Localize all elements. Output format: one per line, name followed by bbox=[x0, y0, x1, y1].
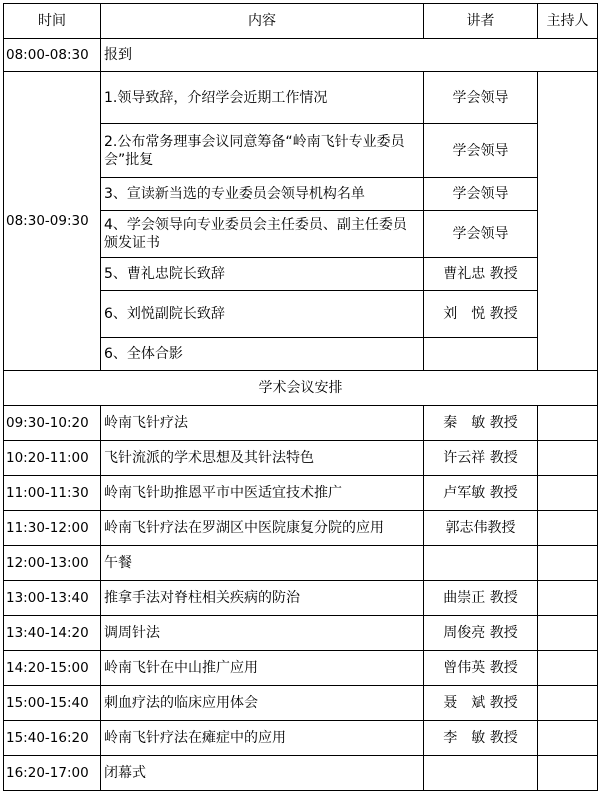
table-row bbox=[4, 721, 598, 756]
time-cell: 08:30-09:30 bbox=[4, 72, 101, 371]
header-time: 时间 bbox=[4, 4, 101, 39]
table-row bbox=[4, 616, 598, 651]
content-cell: 6、刘悦副院长致辞 bbox=[101, 291, 424, 338]
speaker-cell: 许云祥 教授 bbox=[424, 441, 538, 476]
table-row bbox=[4, 686, 598, 721]
speaker-cell bbox=[424, 546, 538, 581]
content-cell: 报到 bbox=[101, 39, 598, 72]
host-cell bbox=[538, 756, 598, 791]
content-cell: 飞针流派的学术思想及其针法特色 bbox=[101, 441, 424, 476]
speaker-cell: 秦 敏 教授 bbox=[424, 406, 538, 441]
speaker-cell: 聂 斌 教授 bbox=[424, 686, 538, 721]
time-cell: 08:00-08:30 bbox=[4, 39, 101, 72]
speaker-cell: 周俊亮 教授 bbox=[424, 616, 538, 651]
time-cell: 11:00-11:30 bbox=[4, 476, 101, 511]
content-cell: 岭南飞针疗法 bbox=[101, 406, 424, 441]
content-cell: 午餐 bbox=[101, 546, 424, 581]
speaker-cell: 曲崇正 教授 bbox=[424, 581, 538, 616]
host-cell bbox=[538, 686, 598, 721]
time-cell: 13:40-14:20 bbox=[4, 616, 101, 651]
content-cell: 1.领导致辞，介绍学会近期工作情况 bbox=[101, 72, 424, 124]
content-cell: 刺血疗法的临床应用体会 bbox=[101, 686, 424, 721]
speaker-cell bbox=[424, 338, 538, 371]
table-row bbox=[4, 441, 598, 476]
content-cell: 5、曹礼忠院长致辞 bbox=[101, 258, 424, 291]
section-row bbox=[4, 371, 598, 406]
header-speaker: 讲者 bbox=[424, 4, 538, 39]
table-row bbox=[4, 546, 598, 581]
table-row bbox=[4, 476, 598, 511]
content-cell: 2.公布常务理事会议同意筹备“岭南飞针专业委员会”批复 bbox=[101, 124, 424, 178]
host-cell bbox=[538, 72, 598, 371]
speaker-cell: 曾伟英 教授 bbox=[424, 651, 538, 686]
host-cell bbox=[538, 546, 598, 581]
speaker-cell: 曹礼忠 教授 bbox=[424, 258, 538, 291]
speaker-cell: 学会领导 bbox=[424, 178, 538, 211]
host-cell bbox=[538, 511, 598, 546]
table-row bbox=[4, 72, 598, 124]
content-cell: 闭幕式 bbox=[101, 756, 424, 791]
table-row bbox=[4, 581, 598, 616]
time-cell: 12:00-13:00 bbox=[4, 546, 101, 581]
speaker-cell: 李 敏 教授 bbox=[424, 721, 538, 756]
section-title: 学术会议安排 bbox=[4, 371, 598, 406]
sessions-body bbox=[4, 406, 598, 791]
host-cell bbox=[538, 616, 598, 651]
table-row bbox=[4, 39, 598, 72]
time-cell: 15:40-16:20 bbox=[4, 721, 101, 756]
table-row bbox=[4, 651, 598, 686]
content-cell: 岭南飞针在中山推广应用 bbox=[101, 651, 424, 686]
content-cell: 6、全体合影 bbox=[101, 338, 424, 371]
host-cell bbox=[538, 651, 598, 686]
time-cell: 16:20-17:00 bbox=[4, 756, 101, 791]
host-cell bbox=[538, 441, 598, 476]
speaker-cell: 学会领导 bbox=[424, 124, 538, 178]
content-cell: 调周针法 bbox=[101, 616, 424, 651]
speaker-cell: 郭志伟教授 bbox=[424, 511, 538, 546]
content-cell: 岭南飞针疗法在罗湖区中医院康复分院的应用 bbox=[101, 511, 424, 546]
table-row bbox=[4, 406, 598, 441]
host-cell bbox=[538, 721, 598, 756]
schedule-table bbox=[3, 3, 598, 791]
content-cell: 4、学会领导向专业委员会主任委员、副主任委员颁发证书 bbox=[101, 211, 424, 258]
table-row bbox=[4, 511, 598, 546]
table-row bbox=[4, 756, 598, 791]
content-cell: 岭南飞针助推恩平市中医适宜技术推广 bbox=[101, 476, 424, 511]
speaker-cell: 学会领导 bbox=[424, 211, 538, 258]
time-cell: 15:00-15:40 bbox=[4, 686, 101, 721]
host-cell bbox=[538, 406, 598, 441]
speaker-cell: 刘 悦 教授 bbox=[424, 291, 538, 338]
content-cell: 3、宣读新当选的专业委员会领导机构名单 bbox=[101, 178, 424, 211]
host-cell bbox=[538, 476, 598, 511]
time-cell: 14:20-15:00 bbox=[4, 651, 101, 686]
content-cell: 推拿手法对脊柱相关疾病的防治 bbox=[101, 581, 424, 616]
speaker-cell bbox=[424, 756, 538, 791]
header-row bbox=[4, 4, 598, 39]
time-cell: 13:00-13:40 bbox=[4, 581, 101, 616]
content-cell: 岭南飞针疗法在瘫症中的应用 bbox=[101, 721, 424, 756]
time-cell: 11:30-12:00 bbox=[4, 511, 101, 546]
header-host: 主持人 bbox=[538, 4, 598, 39]
time-cell: 09:30-10:20 bbox=[4, 406, 101, 441]
speaker-cell: 学会领导 bbox=[424, 72, 538, 124]
host-cell bbox=[538, 581, 598, 616]
speaker-cell: 卢军敏 教授 bbox=[424, 476, 538, 511]
time-cell: 10:20-11:00 bbox=[4, 441, 101, 476]
header-content: 内容 bbox=[101, 4, 424, 39]
